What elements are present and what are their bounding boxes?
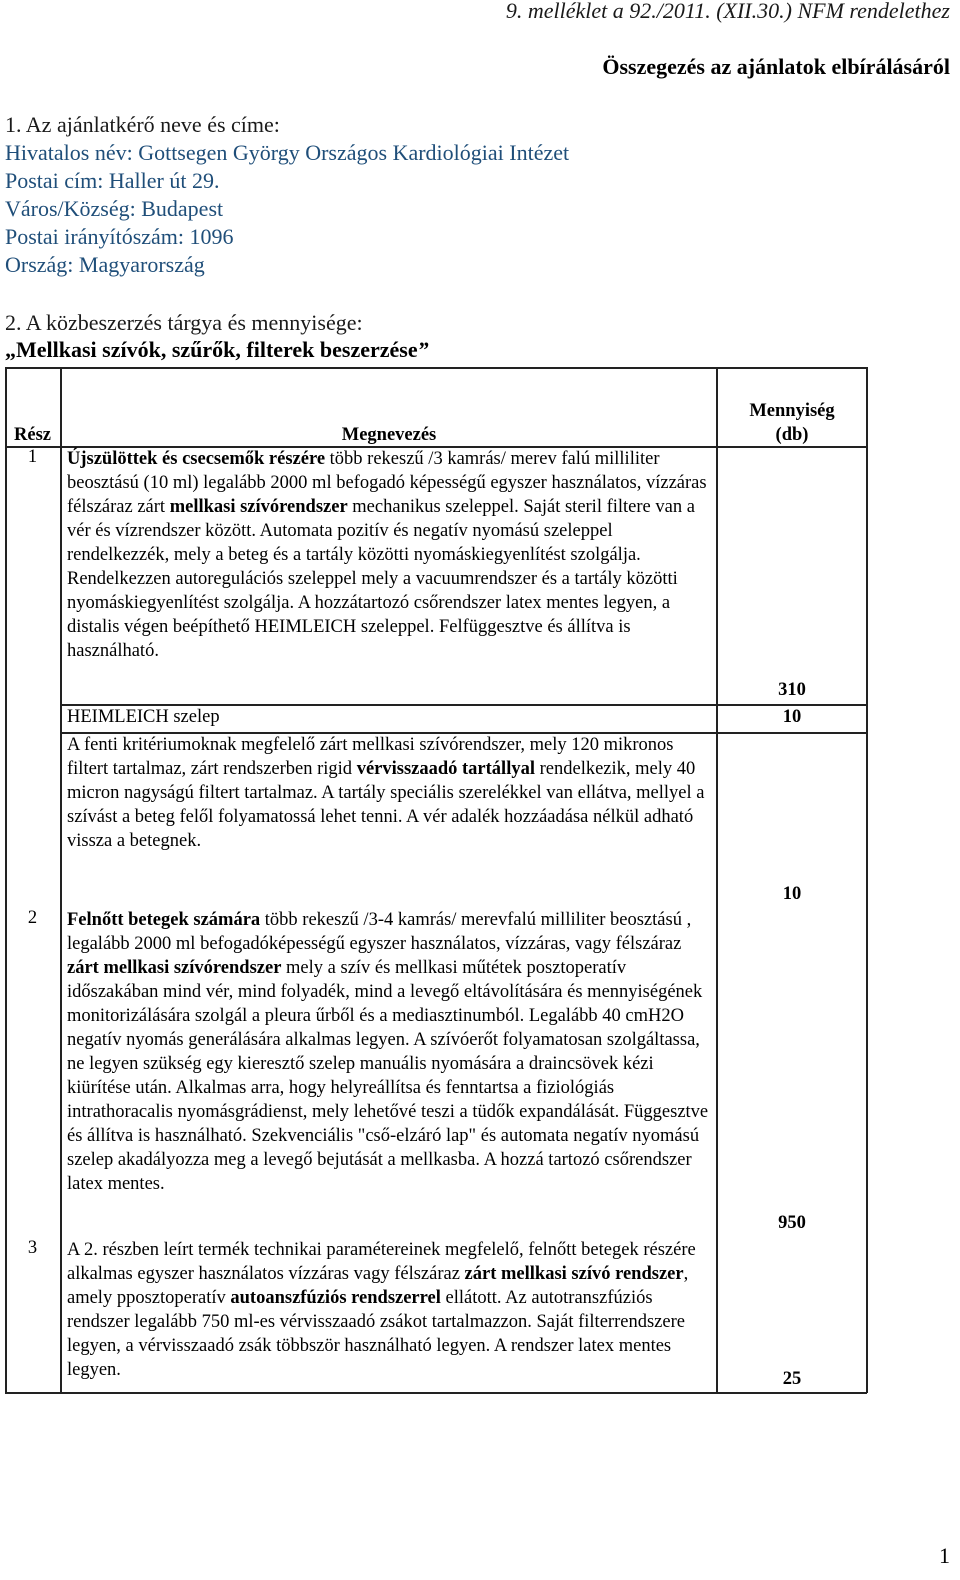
- city: Város/Község: Budapest: [5, 196, 224, 221]
- row-quantity: 10: [782, 884, 802, 904]
- row-quantity: 310: [778, 680, 806, 700]
- column-divider: [60, 367, 62, 1393]
- desc-text: ellátott. Az autotranszfúziós rendszer legalább 750 ml-es vérvisszaadó zsákot tartalmazzon. Saját filterrendszere legyen, a vérvisszaadó zsák többször használható legyen. A rendszer latex mentes legyen.: [67, 1288, 685, 1380]
- page-number: 1: [939, 1543, 950, 1568]
- subject-close-quote: ”: [417, 337, 429, 362]
- table-border-right: [866, 367, 868, 1393]
- desc-text: A fenti kritériumoknak megfelelő zárt mellkasi szívórendszer, mely 120 mikronos filtert tartalmaz, zárt rendszerben rigid: [67, 735, 674, 779]
- table-border-bottom: [5, 1392, 867, 1394]
- table-border-top: [5, 367, 867, 369]
- procurement-subject: [5, 337, 429, 363]
- desc-emphasis: Felnőtt betegek számára: [67, 910, 261, 930]
- row-quantity: 950: [778, 1213, 806, 1233]
- desc-text: , amely pposztoperatív: [67, 1264, 689, 1308]
- row-part-number: 3: [27, 1238, 38, 1258]
- row-description: [67, 1238, 713, 1382]
- desc-text: rendelkezik, mely 40 micron nagyságú filtert tartalmaz. A tartály speciális szerelékkel van ellátva, mellyel a szívást a beteg felől folyamatossá lehet tenni. A vér adalék hozzáadása nélkül adható vissza a betegnek.: [67, 759, 705, 851]
- col-header-part: Rész: [14, 425, 51, 445]
- row-description: [67, 733, 713, 853]
- row-quantity: 25: [782, 1369, 802, 1389]
- postal-code: Postai irányítószám: 1096: [5, 224, 234, 249]
- desc-emphasis: zárt mellkasi szívó rendszer: [464, 1264, 684, 1284]
- subject-open-quote: „: [5, 337, 16, 362]
- desc-text: több rekeszű /3-4 kamrás/ merevfalú milliliter beosztású , legalább 2000 ml befogadóképességű egyszer használatos, vízzáras, vagy félszáraz: [67, 910, 692, 954]
- row-quantity: 10: [782, 707, 802, 727]
- row-description: HEIMLEICH szelep: [67, 707, 220, 727]
- desc-emphasis: autoanszfúziós rendszerrel: [230, 1288, 441, 1308]
- desc-emphasis: Újszülöttek és csecsemők részére: [67, 449, 326, 469]
- desc-text: több rekeszű /3 kamrás/ merev falú milliliter beosztású (10 ml) legalább 2000 ml befogadó képességű egyszer használatos, vízzáras félszáraz zárt: [67, 449, 707, 517]
- row-description: [67, 447, 713, 663]
- official-name: Hivatalos név: Gottsegen György Országos Kardiológiai Intézet: [5, 140, 570, 165]
- desc-emphasis: vérvisszaadó tartállyal: [356, 759, 535, 779]
- desc-emphasis: zárt mellkasi szívórendszer: [67, 958, 282, 978]
- row-part-number: 2: [27, 908, 38, 928]
- section-1-heading: 1. Az ajánlatkérő neve és címe:: [5, 112, 280, 137]
- section-2-heading: 2. A közbeszerzés tárgya és mennyisége:: [5, 310, 363, 335]
- column-divider: [716, 367, 718, 1393]
- row-description: [67, 908, 713, 1196]
- annex-reference: 9. melléklet a 92./2011. (XII.30.) NFM rendelethez: [505, 0, 950, 23]
- document-title: Összegezés az ajánlatok elbírálásáról: [602, 54, 950, 79]
- col-header-qty: Mennyiség: [749, 401, 835, 421]
- col-header-qty-unit: (db): [775, 425, 809, 445]
- country: Ország: Magyarország: [5, 252, 205, 277]
- desc-text: mechanikus szeleppel. Saját steril filtere van a vér és vízrendszer között. Automata pozitív és negatív nyomású szeleppel rendelkezzék, mely a beteg és a tartály közötti nyomáskiegyenlítést szolgálja. Rendelkezzen autoregulációs szeleppel mely a vacuumrendszer és a tartály közötti nyomáskiegyenlítést szolgálja. A hozzátartozó csőrendszer latex mentes legyen, a distalis végen beépíthető HEIMLEICH szeleppel. Felfüggesztve és állítva is használható.: [67, 497, 695, 661]
- subject-text: Mellkasi szívók, szűrők, filterek beszerzése: [16, 337, 418, 362]
- row-part-number: 1: [27, 447, 38, 467]
- desc-text: mely a szív és mellkasi műtétek posztoperatív időszakában mind vér, mind folyadék, mind a levegő eltávolítására és mennyiségének monitorizálására szolgál a pleura űrből és a mediasztinumból. Legalább 40 cmH2O negatív nyomás generálására alkalmas legyen. A szívóerőt folyamatosan szolgáltassa, ne legyen szükség egy kieresztő szelep manuális nyomására a draincsövek kézi kiürítése után. Alkalmas arra, hogy helyreállítsa és fenntartsa a fiziológiás intrathoracalis nyomásgrádienst, mely lehetővé teszi a tüdők expandálását. Függesztve és állítva is használható. Szekvenciális "cső-elzáró lap" és automata negatív nyomású szelep akadályozza meg a levegő bejutását a mellkasba. A hozzá tartozó csőrendszer latex mentes.: [67, 958, 709, 1194]
- col-header-name: Megnevezés: [341, 425, 437, 445]
- postal-address: Postai cím: Haller út 29.: [5, 168, 220, 193]
- desc-emphasis: mellkasi szívórendszer: [169, 497, 348, 517]
- desc-text: A 2. részben leírt termék technikai paramétereinek megfelelő, felnőtt betegek részére alkalmas egyszer használatos vízzáras vagy félszáraz: [67, 1240, 696, 1284]
